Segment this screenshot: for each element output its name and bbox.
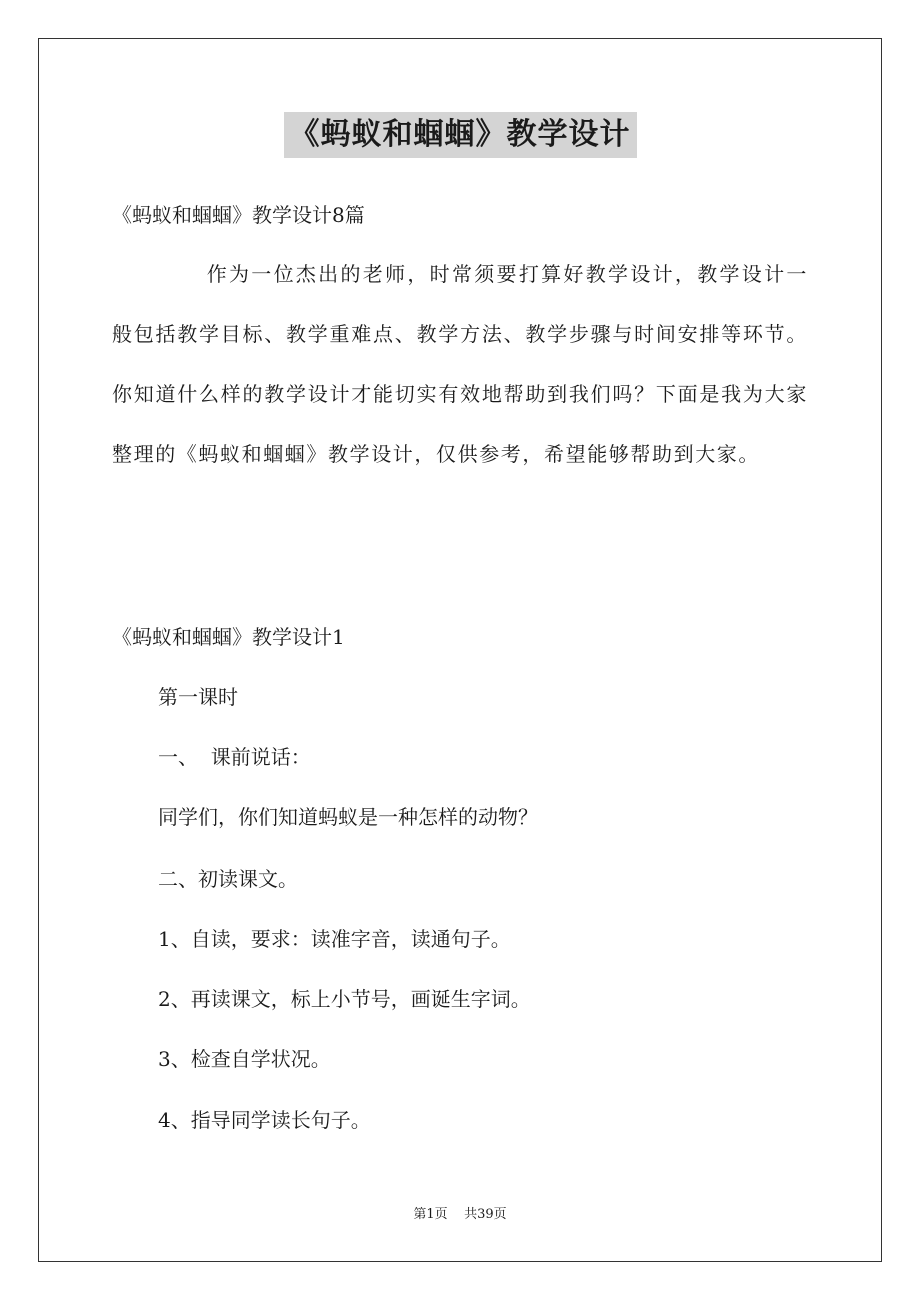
body-line: 二、初读课文。 bbox=[158, 867, 298, 891]
page-footer bbox=[0, 1206, 920, 1224]
body-line: 第一课时 bbox=[158, 685, 238, 709]
section-heading: 《蚂蚁和蝈蝈》教学设计1 bbox=[112, 625, 345, 649]
body-line: 3、检查自学状况。 bbox=[158, 1047, 331, 1071]
document-subtitle: 《蚂蚁和蝈蝈》教学设计8篇 bbox=[112, 203, 365, 227]
body-line: 同学们，你们知道蚂蚁是一种怎样的动物？ bbox=[158, 805, 538, 829]
body-line: 一、 课前说话： bbox=[158, 745, 311, 769]
body-line: 4、指导同学读长句子。 bbox=[158, 1108, 371, 1132]
page-number: 第1页 bbox=[413, 1207, 448, 1222]
intro-text: 作为一位杰出的老师，时常须要打算好教学设计，教学设计一般包括教学目标、教学重难点、教学方法、教学步骤与时间安排等环节。你知道什么样的教学设计才能切实有效地帮助到我们吗？下面是我为大家整理的《蚂蚁和蝈蝈》教学设计，仅供参考，希望能够帮助到大家。 bbox=[112, 262, 808, 466]
document-title: 《蚂蚁和蝈蝈》教学设计 bbox=[284, 112, 637, 158]
body-line: 2、再读课文，标上小节号，画诞生字词。 bbox=[158, 987, 531, 1011]
body-line: 1、自读，要求：读准字音，读通句子。 bbox=[158, 927, 511, 951]
title-container bbox=[0, 112, 920, 158]
page-total: 共39页 bbox=[464, 1207, 507, 1222]
intro-paragraph bbox=[112, 244, 808, 484]
